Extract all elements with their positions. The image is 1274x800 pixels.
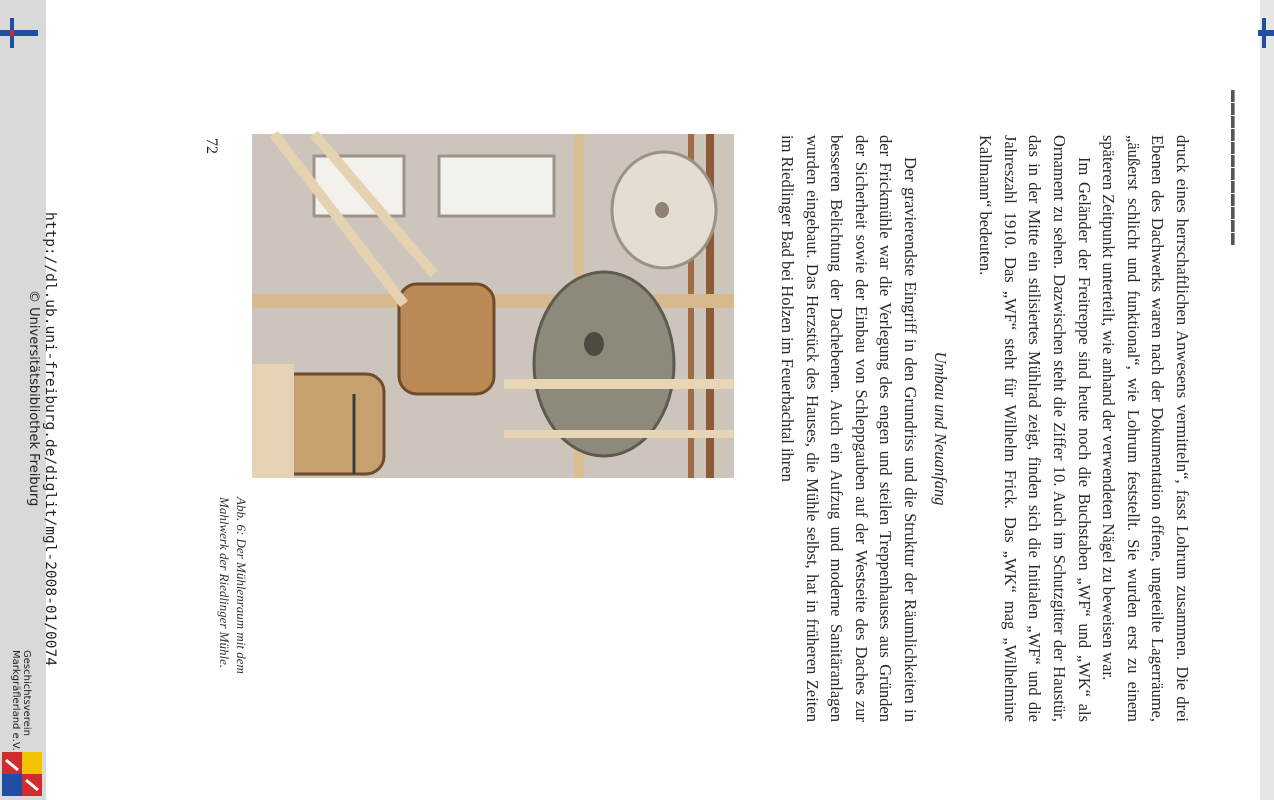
source-url-link[interactable]: http://dl.ub.uni-freiburg.de/diglit/mgl-2008-01/0074 [42,212,58,666]
photo-illustration [252,134,734,478]
mill-room-photo [252,134,734,478]
body-text-top [973,135,1194,722]
paragraph: Im Geländer der Freitreppe sind heute noch die Buchstaben „WF“ und „WK“ als Ornament zu sehen. Dazwischen steht die Ziffer 10. Auch im Schutzgitter der Haustür, das in der Mitte ein stilisiertes Mühlrad zeigt, finden sich die Initialen „WF“ und die Jahreszahl 1910. Das „WF“ steht für Wilhelm Frick. Das „WK“ mag „Wilhelmine Kallmann“ bedeuten. [976,135,1094,722]
copyright-notice: © Universitätsbibliothek Freiburg [26,290,41,507]
publisher-logo-text [10,650,32,751]
right-margin-strip [1260,0,1274,800]
body-text-bottom [774,135,922,722]
figure-caption: Abb. 6: Der Mühlenraum mit dem Mahlwerk der Riedlinger Mühle. [217,497,249,674]
section-heading: Umbau und Neuanfang [931,351,950,506]
coat-of-arms-icon [2,752,42,796]
page-number: 72 [203,138,220,154]
logo-text-line: Geschichtsverein [21,650,32,736]
paragraph: druck eines herrschaftlichen Anwesens vermitteln“, fasst Lohrum zusammen. Die drei Ebenen des Dachwerks waren nach der Dokumentation offene, ungeteilte Lagerräume, „äußerst schlicht und funktional“, wie Lohrum feststellt. Sie wurden erst zu einem späteren Zeitpunkt unterteilt, wie anhand der verwendeten Nägel zu beweisen war. [1099,135,1192,722]
logo-text-line: Markgräflerland e.V. [10,650,21,751]
paragraph: Der gravierendste Eingriff in den Grundriss und die Struktur der Räumlichkeiten in der Frickmühle war die Verlegung des engen und steilen Treppenhauses aus Gründen der Sicherheit sowie der Einbau von Schleppgauben auf der Westseite des Daches zur besseren Belichtung der Dachebenen. Auch ein Aufzug und moderne Sanitäranlagen wurden eingebaut. Das Herzstück des Hauses, die Mühle selbst, hat in früheren Zeiten im Riedlinger Bad bei Holzen im Feuerbachtal ihren [778,135,920,722]
scan-marker-right-icon [1258,18,1274,48]
rotated-page-content [10,0,1260,800]
scan-marker-icon [0,18,38,48]
running-header-fragment: ▬▬▬▬▬▬▬▬▬▬▬▬ [1228,90,1242,246]
